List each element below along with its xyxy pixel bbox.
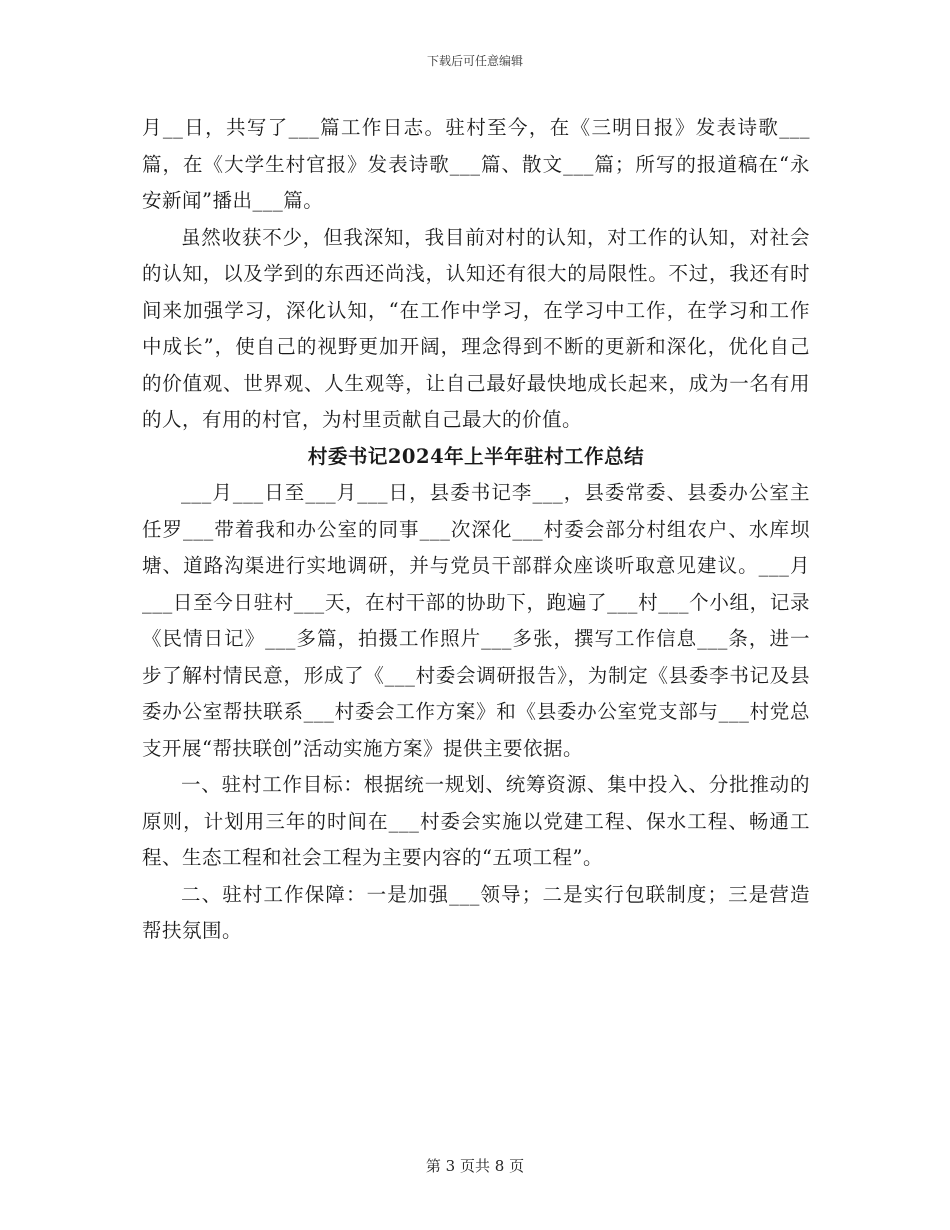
section-title: 村委书记2024年上半年驻村工作总结 xyxy=(307,444,645,468)
paragraph-survey: ___月___日至___月___日，县委书记李___，县委常委、县委办公室主任罗___带着我和办公室的同事___次深化___村委会部分村组农户、水库坝塘、道路沟渠进行实地调研，并与党员干部群众座谈听取意见建议。___月___日至今日驻村___天，在村干部的协助下，跑遍了___村___个小组，记录《民情日记》___多篇，拍摄工作照片___多张，撰写工作信息___条，进一步了解村情民意，形成了《___村委会调研报告》，为制定《县委李书记及县委办公室帮扶联系___村委会工作方案》和《县委办公室党支部与___村党总支开展“帮扶联创”活动实施方案》提供主要依据。 xyxy=(142,481,810,760)
page-header: 下载后可任意编辑 xyxy=(426,54,523,68)
paragraph-goals: 一、驻村工作目标：根据统一规划、统筹资源、集中投入、分批推动的原则，计划用三年的时间在___村委会实施以党建工程、保水工程、畅通工程、生态工程和社会工程为主要内容的“五项工程”。 xyxy=(142,773,810,869)
document-body xyxy=(142,110,810,950)
paragraph-guarantee: 二、驻村工作保障：一是加强___领导；二是实行包联制度；三是营造帮扶氛围。 xyxy=(142,882,810,942)
paragraph-reflection: 虽然收获不少，但我深知，我目前对村的认知，对工作的认知，对社会的认知，以及学到的东西还尚浅，认知还有很大的局限性。不过，我还有时间来加强学习，深化认知，“在工作中学习，在学习中工作，在学习和工作中成长”，使自己的视野更加开阔，理念得到不断的更新和深化，优化自己的价值观、世界观、人生观等，让自己最好最快地成长起来，成为一名有用的人，有用的村官，为村里贡献自己最大的价值。 xyxy=(142,225,810,431)
page-number: 第 3 页共 8 页 xyxy=(425,1157,525,1175)
paragraph-continuation: 月__日，共写了___篇工作日志。驻村至今，在《三明日报》发表诗歌___篇，在《大学生村官报》发表诗歌___篇、散文___篇；所写的报道稿在“永安新闻”播出___篇。 xyxy=(142,116,810,212)
